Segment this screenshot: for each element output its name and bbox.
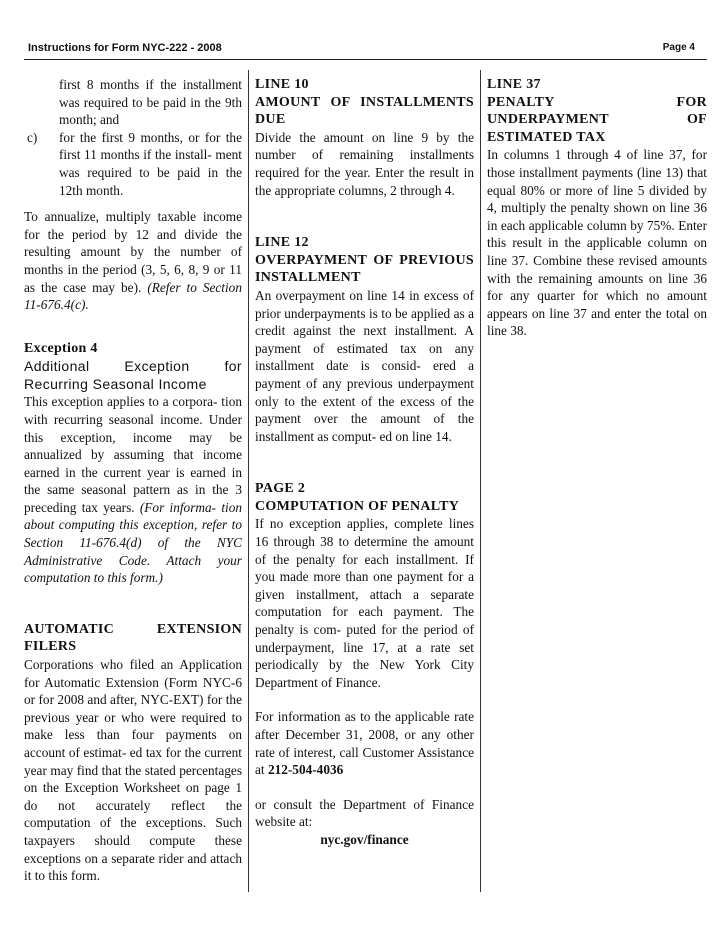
header-form-title: Instructions for Form NYC-222 - 2008 [28,42,222,54]
list-label-c: c) [27,129,38,145]
page2-subtitle: COMPUTATION OF PENALTY [255,498,460,514]
exception4-paragraph: This exception applies to a corpora- tion with recurring seasonal income. Under this exception, income may be annualized by assuming that income earned in the current year is earned in the same seasonal pattern as in the 3 preceding tax years. (For informa- tion about computing this exception, refer to Section 11-676.4(d) of the NYC Administrative Code. Attach your computation to this form.) [24,394,243,586]
consult-paragraph: or consult the Department of Finance website at: [255,796,474,830]
automatic-extension-title: AUTOMATIC EXTENSION FILERS [24,621,242,655]
annualize-paragraph: To annualize, multiply taxable income for the period by 12 and divide the resulting amount by the number of months in the period (3, 5, 6, 8, 9 or 11 as the case may be). (Refer to Section 11-676.4(c). [24,209,242,313]
page2-paragraph: If no exception applies, complete lines 16 through 38 to determine the amount of the penalty for each installment. If you made more than one payment for a given installment, attach a separate computation for each payment. The penalty is com- puted for the period of underpayment, line 17, at a rate set periodically by the New York City Department of Finance. [255,516,474,690]
header-page-number: Page 4 [662,42,695,53]
column-1 [24,76,242,885]
list-item-b-continued: first 8 months if the installment was required to be paid in the 9th month; and [59,77,242,128]
column-2 [255,76,474,849]
line10-title: LINE 10 [255,77,309,92]
list-item-c: c) for the first 9 months, or for the first 11 months if the install- ment was required to be paid in the 12th month. [27,129,242,198]
header-divider [24,59,707,60]
line12-title: LINE 12 [255,235,309,251]
column-divider-2 [480,70,481,892]
phone-number: 212-504-4036 [267,762,344,778]
line10-paragraph: Divide the amount on line 9 by the number of remaining installments required for the year. Enter the result in the appropriate columns, 2 through 4. [255,129,474,198]
line10-subtitle: AMOUNT OF INSTALLMENTS DUE [255,94,474,128]
rate-info-paragraph: For information as to the applicable rate after December 31, 2008, or any other rate of interest, call Customer Assistance at 212-504-4036 [255,709,474,778]
automatic-extension-paragraph: Corporations who filed an Application for Automatic Extension (Form NYC-6 or for 2008 and after, NYC-EXT) for the previous year or who were required to make less than four payments on account of estimat- ed tax for the current year may find that the stated percentages on the Exception Worksheet on page 1 do not accurately reflect the computation of the exceptions. Such taxpayers should compute these exceptions on a separate rider and attach it to this form. [24,657,242,884]
page-header [24,42,707,56]
line12-subtitle: OVERPAYMENT OF PREVIOUS INSTALLMENT [255,252,474,286]
column-3 [487,76,707,340]
annualize-reference: (Refer to Section 11-676.4(c). [24,279,242,313]
line37-paragraph: In columns 1 through 4 of line 37, for those installment payments (line 13) that equal 80% or more of line 5 divided by 4, multiply the penalty shown on line 36 in each applicable column by 75%. Enter this result in the applicable column on line 37. Combine these revised amounts with the remaining amounts on line 36 for any quarter for which no amount appears on line 37 and enter the total on line 38. [487,147,707,339]
exception4-subtitle: Additional Exception for Recurring Seasonal Income [24,358,242,393]
column-divider-1 [248,70,249,892]
line37-title: LINE 37 [487,77,541,92]
exception4-reference: (For informa- tion about computing this exception, refer to Section 11-676.4(d) of the NYC Administrative Code. Attach your computation to this form.) [24,499,243,586]
line12-paragraph: An overpayment on line 14 in excess of prior underpayments is to be applied as a credit against the next installment. A payment of estimated tax on any installment date is consid- ered a payment of any previous underpayment only to the extent of the excess of the payment over the amount of the installment as comput- ed on line 14. [255,287,474,444]
exception4-title: Exception 4 [24,340,98,356]
page2-title: PAGE 2 [255,481,306,497]
line37-subtitle: PENALTY FOR UNDERPAYMENT OF ESTIMATED TAX [487,94,707,145]
website-link[interactable]: nyc.gov/finance [320,831,409,847]
